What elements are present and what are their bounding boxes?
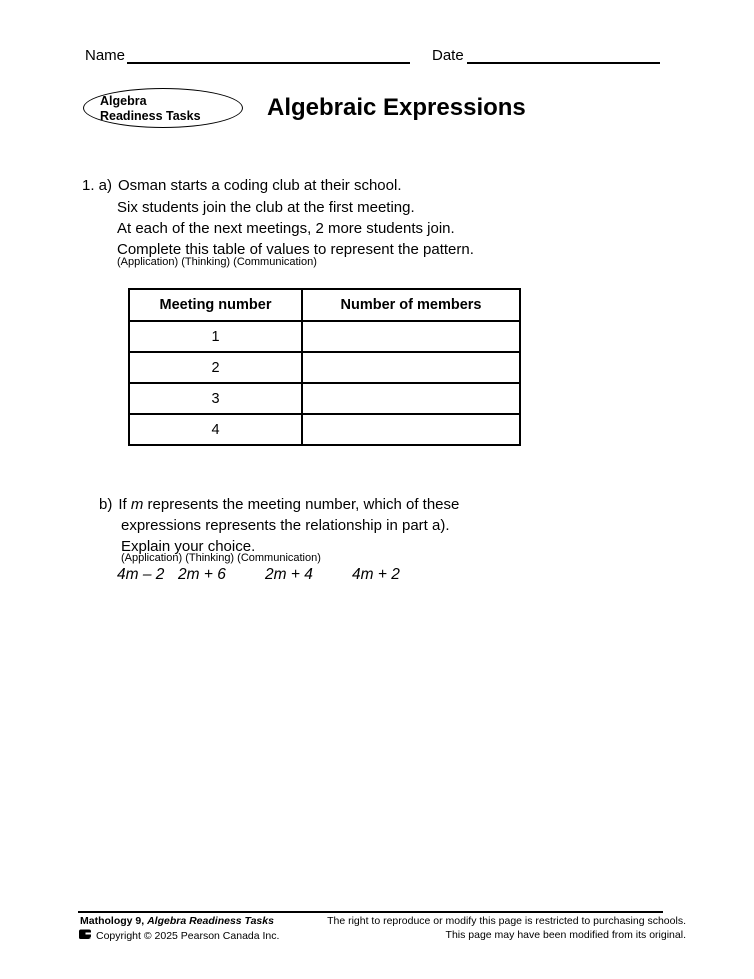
expression-choice-4: 4m + 2	[352, 566, 400, 583]
table-row	[129, 321, 520, 352]
question-1a-line1	[82, 177, 402, 194]
footer-rights-line2: This page may have been modified from its original.	[445, 929, 686, 941]
question-1b-categories: (Application) (Thinking) (Communication)	[121, 552, 321, 564]
date-blank-line[interactable]	[467, 62, 660, 64]
meeting-number-cell: 3	[129, 383, 302, 414]
footer-copyright-text: Copyright © 2025 Pearson Canada Inc.	[96, 929, 280, 942]
footer-divider	[78, 911, 663, 913]
question-1b-number: b)	[99, 496, 113, 513]
variable-m: m	[130, 496, 144, 513]
meeting-number-cell: 2	[129, 352, 302, 383]
table-row	[129, 352, 520, 383]
members-answer-cell[interactable]	[302, 352, 520, 383]
page-title: Algebraic Expressions	[267, 94, 526, 121]
question-1b-line1-pre: If	[118, 496, 131, 513]
name-label: Name	[85, 47, 126, 64]
expression-choice-2: 2m + 6	[178, 566, 226, 583]
members-answer-cell[interactable]	[302, 321, 520, 352]
table-row	[129, 383, 520, 414]
table-header-row	[129, 289, 520, 321]
table-row	[129, 414, 520, 445]
expression-choice-3: 2m + 4	[265, 566, 313, 583]
question-1a-categories: (Application) (Thinking) (Communication)	[117, 256, 317, 268]
footer-series-italic: Algebra Readiness Tasks	[147, 915, 274, 927]
pearson-logo-icon	[79, 929, 93, 942]
footer-series-title	[80, 915, 274, 927]
date-label: Date	[432, 47, 464, 64]
meeting-number-cell: 1	[129, 321, 302, 352]
footer-rights-line1: The right to reproduce or modify this page is restricted to purchasing schools.	[327, 915, 686, 927]
footer-copyright-line	[79, 929, 279, 942]
name-blank-line[interactable]	[127, 62, 410, 64]
series-badge-text	[100, 94, 201, 123]
series-badge	[83, 88, 243, 128]
series-badge-line2: Readiness Tasks	[100, 108, 201, 123]
question-1b-line1-post: represents the meeting number, which of these	[143, 496, 460, 513]
question-1b-line2: expressions represents the relationship in part a).	[121, 517, 450, 534]
question-1a-line4: Complete this table of values to represent the pattern.	[117, 241, 474, 258]
table-header-meeting-number: Meeting number	[129, 289, 302, 321]
series-badge-line1: Algebra	[100, 94, 147, 108]
question-1a-number: 1. a)	[82, 177, 113, 194]
members-answer-cell[interactable]	[302, 414, 520, 445]
question-1a-line3: At each of the next meetings, 2 more students join.	[117, 220, 455, 237]
question-1a-line1-text: Osman starts a coding club at their school.	[118, 177, 402, 194]
question-1b-line1	[99, 496, 459, 513]
values-table	[128, 288, 521, 446]
question-1b-line3: Explain your choice.	[121, 538, 256, 555]
footer-series-regular: Mathology 9,	[80, 915, 148, 927]
members-answer-cell[interactable]	[302, 383, 520, 414]
question-1a-line2: Six students join the club at the first meeting.	[117, 199, 415, 216]
meeting-number-cell: 4	[129, 414, 302, 445]
expression-choice-1: 4m – 2	[117, 566, 165, 583]
table-header-number-of-members: Number of members	[302, 289, 520, 321]
